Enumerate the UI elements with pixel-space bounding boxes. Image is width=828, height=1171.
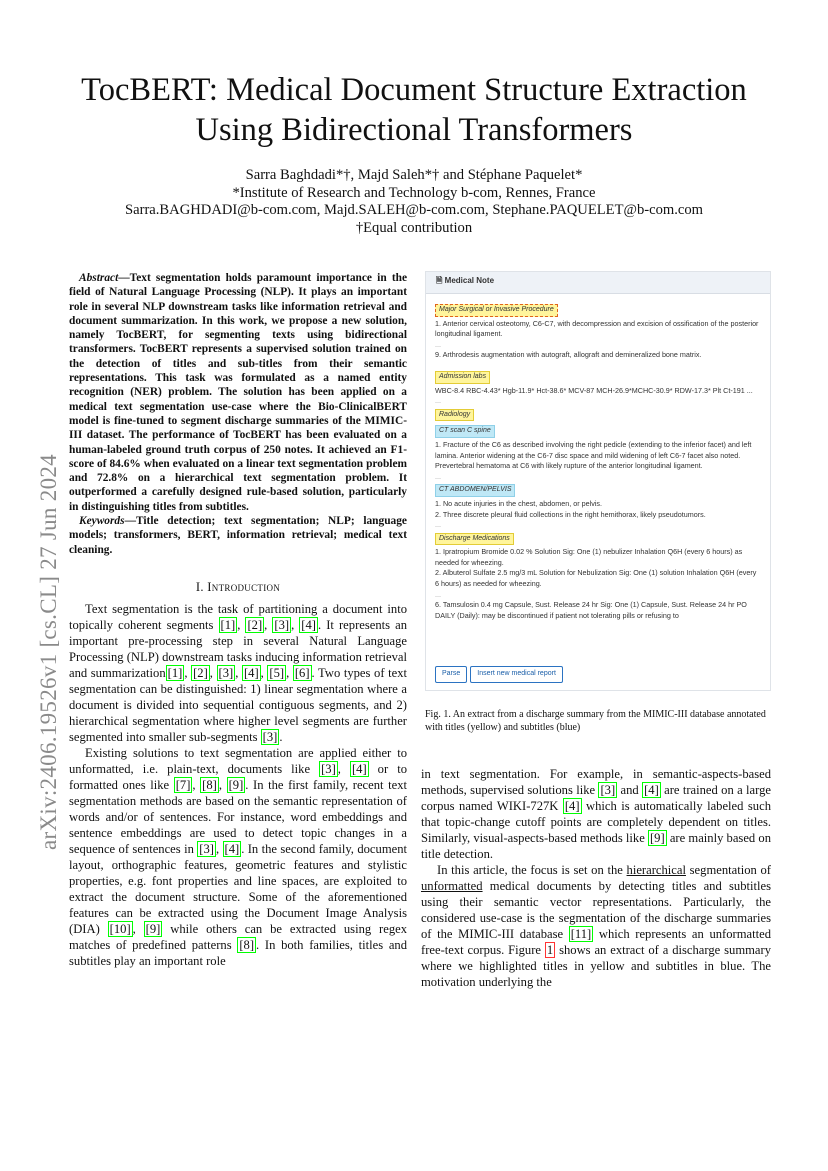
citation-link[interactable]: [9] — [145, 922, 161, 936]
figure-medical-note — [425, 271, 771, 691]
citation-link[interactable]: [4] — [351, 762, 367, 776]
authors: Sarra Baghdadi*†, Majd Saleh*† and Stéphane Paquelet* — [245, 167, 583, 183]
citation-link[interactable]: [8] — [202, 778, 217, 792]
keywords-text: —Title detection; text segmentation; NLP; language models; transformers, BERT, information retrieval; medical text cleaning. — [69, 515, 407, 556]
title-tag: Admission labs — [435, 371, 490, 384]
citation-link[interactable]: [3] — [321, 762, 336, 776]
citation-link[interactable]: [10] — [109, 922, 131, 936]
citation-link[interactable]: [3] — [274, 618, 290, 632]
citation-link[interactable]: [2] — [193, 666, 208, 680]
note-header: 🗎 Medical Note — [426, 272, 770, 294]
citation-link[interactable]: [9] — [649, 831, 665, 845]
keywords-label: Keywords — [79, 515, 125, 528]
title-tag: Major Surgical or Invasive Procedure — [435, 304, 558, 317]
citation-link[interactable]: [7] — [175, 778, 191, 792]
author-block — [40, 167, 788, 237]
document-icon: 🗎 — [436, 276, 443, 285]
citation-link[interactable]: [4] — [564, 799, 580, 813]
column-left — [69, 601, 407, 969]
citation-link[interactable]: [4] — [243, 666, 259, 680]
title-tag: Discharge Medications — [435, 533, 514, 546]
arxiv-sidebar — [22, 370, 61, 850]
title-line-1: TocBERT: Medical Document Structure Extraction — [81, 72, 747, 108]
column-right — [421, 766, 771, 990]
subtitle-tag: CT scan C spine — [435, 425, 495, 438]
paragraph: Text segmentation is the task of partitioning a document into topically coherent segments [1] , [2] , [3] , [4] . It represents an important pre-processing step in several Natural Language Processing (NLP) downstream tasks inducing information retrieval and summarization [1] , [2] , [3] , [4] , [5] , [6] . Two types of text segmentation can be distinguished: 1) linear segmentation where a document is divided into sequential contiguous segments, and 2) hierarchical segmentation where higher level segments are further segmented into smaller sub-segments [3] . — [69, 602, 408, 744]
title-line-2: Using Bidirectional Transformers — [195, 112, 633, 148]
note-buttons — [435, 666, 566, 683]
citation-link[interactable]: [3] — [262, 730, 278, 744]
abstract-label: Abstract — [79, 272, 119, 284]
paragraph: Existing solutions to text segmentation are applied either to unformatted, i.e. plain-text, documents like [3] , [4] or to formatted ones like [7] , [8] , [9] . In the first family, recent text segmentation methods are based on the semantic representation of words and/or of sentences. For instance, word embeddings and sentence embeddings are used to detect topic changes in a sequence of sentences in [3] , [4] . In the second family, document layout, orthographic features, geometric features and stylistic properties, e.g. font properties and line spaces, are exploited to extract the document structure. Some of the aforementioned features can be extracted using the Document Image Analysis (DIA) [10] , [9] while others can be extracted using regex matches of predefined patterns [8] . In both families, titles and subtitles play an important role — [69, 746, 408, 968]
emails: Sarra.BAGHDADI@b-com.com, Majd.SALEH@b-com.com, Stephane.PAQUELET@b-com.com — [124, 202, 704, 218]
citation-link[interactable]: [9] — [228, 778, 244, 792]
citation-link[interactable]: [5] — [269, 666, 285, 680]
citation-link[interactable]: [4] — [644, 783, 659, 797]
paragraph: In this article, the focus is set on the hierarchical segmentation of unformatted medical documents by detecting titles and subtitles using their semantic vector representations. Particularly, the considered use-case is the segmentation of the discharge summaries of the MIMIC-III database [11] which represents an unformatted free-text corpus. Figure 1 shows an extract of a discharge summary where we highlighted titles in yellow and subtitles in blue. The motivation underlying the — [421, 863, 771, 989]
paper-title — [40, 70, 788, 150]
section-title: Introduction — [207, 580, 281, 594]
citation-link[interactable]: [1] — [220, 618, 236, 632]
abstract — [69, 271, 407, 557]
citation-link[interactable]: [4] — [224, 842, 240, 856]
citation-link[interactable]: [4] — [301, 618, 316, 632]
citation-link[interactable]: [3] — [218, 666, 234, 680]
citation-link[interactable]: [2] — [247, 618, 263, 632]
subtitle-tag: CT ABDOMEN/PELVIS — [435, 484, 515, 497]
arxiv-id: arXiv:2406.19526v1 [cs.CL] 27 Jun 2024 — [36, 454, 61, 850]
citation-link[interactable]: [1] — [167, 666, 183, 680]
citation-link[interactable]: [8] — [239, 938, 255, 952]
abstract-text: —Text segmentation holds paramount importance in the field of Natural Language Processing (NLP). It plays an important role in several NLP downstream tasks like information retrieval and document summarization. In this work, we propose a new solution, namely TocBERT, for segmenting texts using bidirectional transformers. TocBERT represents a supervised solution trained on the detection of titles and sub-titles from their semantic representations. This task was formulated as a named entity recognition (NER) problem. The solution has been applied on a medical text segmentation use-case where the Bio-ClinicalBERT model is fine-tuned to segment discharge summaries of the MIMIC-III dataset. The performance of TocBERT has been evaluated on a human-labeled ground truth corpus of 250 notes. It achieved an F1-score of 84.6% when evaluated on a linear text segmentation problem and 72.8% on a hierarchical text segmentation problem. It outperformed a carefully designed rule-based solution, particularly in distinguishing titles from subtitles. — [69, 272, 407, 513]
note-body: Major Surgical or Invasive Procedure 1. Anterior cervical osteotomy, C6-C7, with decompression and excision of ossification of the posterior longitudinal ligament. ... 9. Arthrodesis augmentation with autograft, allograft and demineralized bone matrix. Admission labs WBC-8.4 RBC-4.43* Hgb-11.9* Hct-38.6* MCV-87 MCH-26.9*MCHC-30.9* RDW-17.3* Plt Ct-191 ... ... Radiology CT scan C spine 1. Fracture of the C6 as described involving the right pedicle (extending to the inferior facet) and left lamina. Anterior widening at the C6-7 disc space and mild widening of left C6-7 facet also noted. Prevertebral hematoma at C6 with likely rupture of the anterior longitudinal ligament. ... CT ABDOMEN/PELVIS 1. No acute injuries in the chest, abdomen, or pelvis. 2. Three discrete pleural fluid collections in the right hemithorax, likely pseudotumors. ... Discharge Medications 1. Ipratropium Bromide 0.02 % Solution Sig: One (1) nebulizer Inhalation Q6H (every 6 hours) as needed for wheezing. 2. Albuterol Sulfate 2.5 mg/3 mL Solution for Nebulization Sig: One (1) solution Inhalation Q6H (every 6 hours) as needed for wheezing. ... 6. Tamsulosin 0.4 mg Capsule, Sust. Release 24 hr Sig: One (1) Capsule, Sust. Release 24 hr PO DAILY (Daily): may be discontinued if patient not tolerating pills or refusing to — [435, 306, 759, 620]
figure-link[interactable]: 1 — [546, 943, 554, 957]
insert-report-button[interactable]: Insert new medical report — [470, 666, 563, 683]
citation-link[interactable]: [11] — [570, 927, 592, 941]
paragraph: in text segmentation. For example, in semantic-aspects-based methods, supervised solutions like [3] and [4] are trained on a large corpus named WIKI-727K [4] which is automatically labeled such that topic-change cutoff points are completely dependent on titles. Similarly, visual-aspects-based methods like [9] are mainly based on title detection. — [421, 767, 772, 861]
figure-caption: Fig. 1. An extract from a discharge summary from the MIMIC-III database annotated with titles (yellow) and subtitles (blue) — [425, 709, 766, 733]
citation-link[interactable]: [3] — [199, 842, 214, 856]
citation-link[interactable]: [3] — [600, 783, 616, 797]
citation-link[interactable]: [6] — [294, 666, 310, 680]
parse-button[interactable]: Parse — [435, 666, 467, 683]
section-heading: I. Introduction — [195, 580, 281, 594]
equal-contribution: †Equal contribution — [355, 219, 473, 236]
title-tag: Radiology — [435, 409, 474, 422]
affiliation: *Institute of Research and Technology b-com, Rennes, France — [232, 184, 596, 201]
